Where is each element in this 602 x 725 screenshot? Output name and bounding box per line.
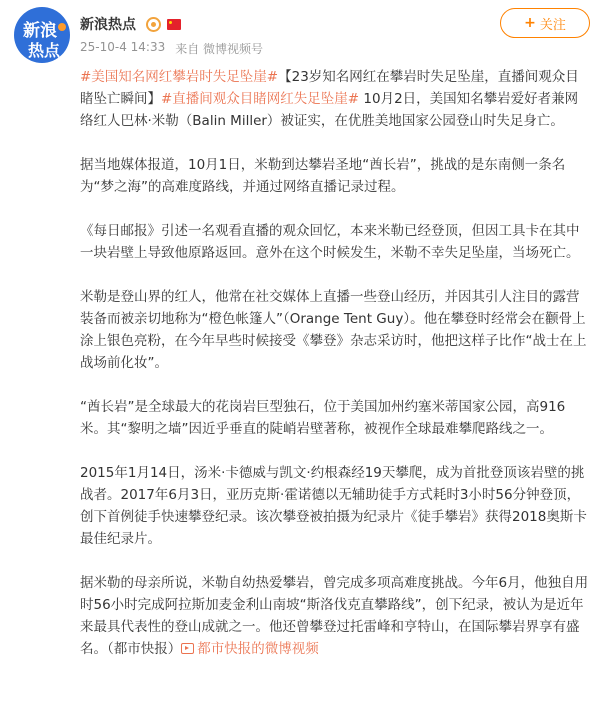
video-icon [181, 643, 194, 654]
intro-text: 10月2日，美国知名攀岩爱好者兼网络红人巴林·米勒（Balin Miller）被证实，在优胜美地国家公园登山时失足身亡。 [80, 91, 579, 129]
hashtag-1[interactable]: #美国知名网红攀岩时失足坠崖# [80, 69, 279, 85]
video-link-label: 都市快报的微博视频 [197, 641, 319, 657]
paragraph-7 [80, 572, 590, 660]
avatar[interactable] [14, 7, 70, 63]
paragraph-5: “酋长岩”是全球最大的花岗岩巨型独石，位于美国加州约塞米蒂国家公园，高916米。其“黎明之墙”因近乎垂直的陡峭岩壁著称，被视作全球最难攀爬路线之一。 [80, 399, 566, 437]
post-date[interactable]: 25-10-4 14:33 [80, 40, 166, 54]
hashtag-2[interactable]: #直播间观众目睹网红失足坠崖# [161, 91, 360, 107]
paragraph-1 [80, 66, 590, 132]
follow-button-label: 关注 [539, 17, 566, 33]
plus-icon: + [524, 15, 536, 31]
paragraph-2: 据当地媒体报道，10月1日，米勒到达攀岩圣地“酋长岩”，挑战的是东南侧一条名为“梦之海”的高难度路线，并通过网络直播记录过程。 [80, 157, 566, 195]
video-link[interactable] [181, 641, 319, 657]
post-source: 来自 微博视频号 [175, 42, 264, 56]
paragraph-3: 《每日邮报》引述一名观看直播的观众回忆，本来米勒已经登顶，但因工具卡在其中一块岩壁上导致他原路返回。意外在这个时候发生，米勒不幸失足坠崖，当场死亡。 [80, 223, 580, 261]
paragraph-6: 2015年1月14日，汤米·卡德威与凯文·约根森经19天攀爬，成为首批登顶该岩壁的挑战者。2017年6月3日，亚历克斯·霍诺德以无辅助徒手方式耗时3小时56分钟登顶，创下首例徒手快速攀登纪录。该次攀登被拍摄为纪录片《徒手攀岩》获得2018奥斯卡最佳纪录片。 [80, 465, 587, 547]
paragraph-7-text: 据米勒的母亲所说，米勒自幼热爱攀岩，曾完成多项高难度挑战。今年6月，他独自用时56小时完成阿拉斯加麦金利山南坡“斯洛伐克直攀路线”，创下纪录，被认为是近年来最具代表性的登山成就之一。他还曾攀登过托雷峰和亨特山，在国际攀岩界享有盛名。（都市快报） [80, 575, 589, 657]
china-flag-icon [167, 19, 181, 30]
post-header [0, 0, 602, 64]
paragraph-4: 米勒是登山界的红人，他常在社交媒体上直播一些登山经历，并因其引人注目的露营装备而被亲切地称为“橙色帐篷人”（Orange Tent Guy）。他在攀登时经常会在颧骨上涂上银色亮粉，在今年早些时候接受《攀登》杂志采访时，他把这样子比作“战士在上战场前化妆”。 [80, 289, 587, 371]
post-meta [80, 40, 263, 57]
follow-button[interactable] [500, 8, 590, 38]
avatar-dot-icon [58, 23, 66, 31]
post-body [80, 66, 590, 660]
verified-badge-icon [146, 17, 161, 32]
headline-text: 【23岁知名网红在攀岩时失足坠崖，直播间观众目睹坠亡瞬间】 [80, 69, 579, 107]
account-name[interactable]: 新浪热点 [80, 17, 136, 33]
avatar-text-1: 新浪 [23, 21, 57, 41]
avatar-text-2: 热点 [28, 41, 61, 60]
name-row [80, 14, 181, 34]
